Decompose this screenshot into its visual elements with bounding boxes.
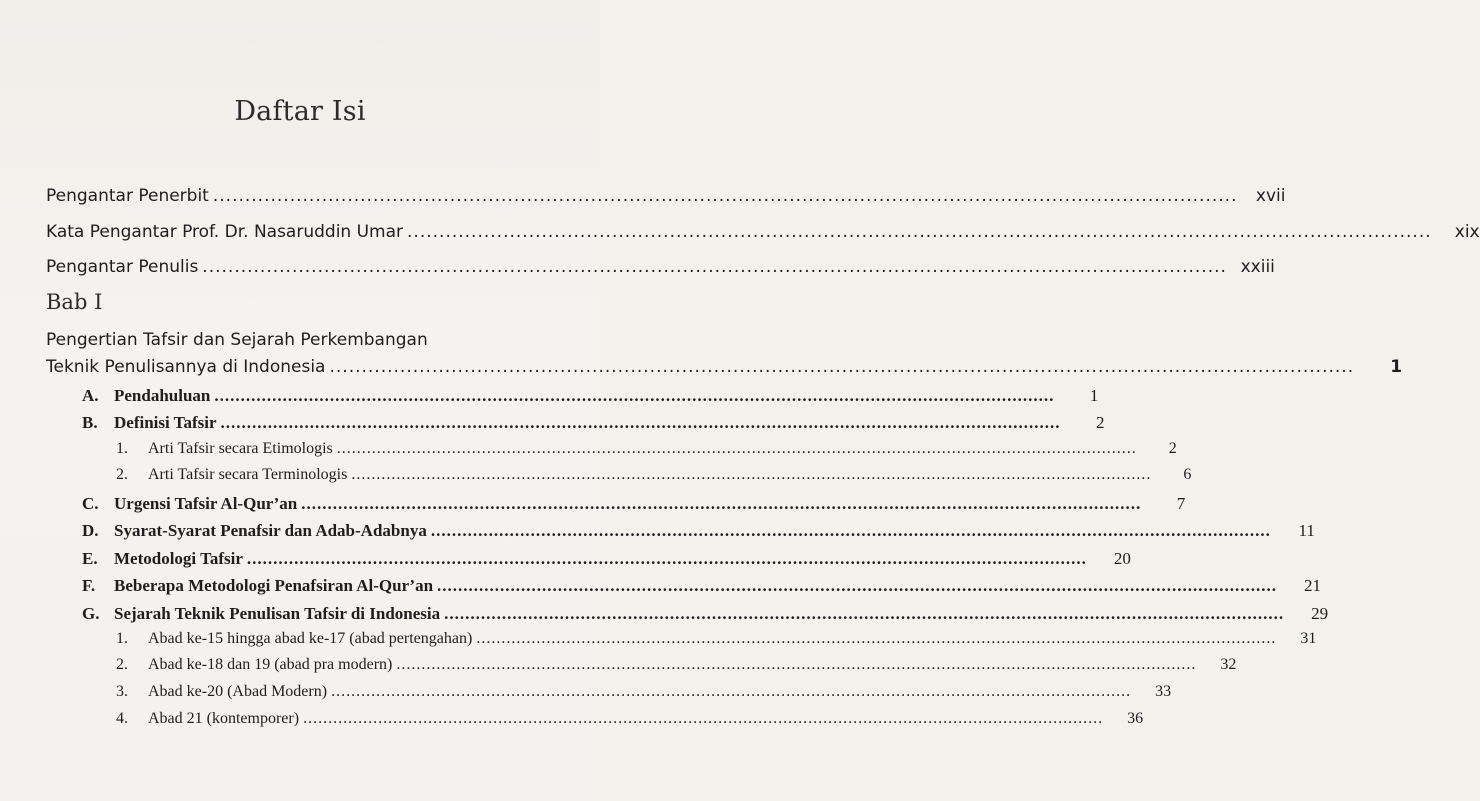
toc-entry-chapter-1[interactable] — [46, 357, 1403, 377]
subsection-label: Abad ke-15 hingga abad ke-17 (abad pertengahan) — [148, 630, 473, 647]
dot-leader: ................................................................................................................................................................ — [476, 630, 1277, 647]
toc-subsection-g4[interactable] — [116, 710, 1144, 728]
toc-section-g[interactable] — [82, 604, 1329, 624]
toc-subsection-b2[interactable] — [116, 466, 1192, 484]
toc-entry-label: Pengantar Penerbit — [46, 186, 209, 206]
subsection-marker: 2. — [116, 656, 128, 673]
chapter-heading: Bab I — [46, 290, 103, 314]
toc-entry-label: Pengantar Penulis — [46, 257, 199, 277]
page-title: Daftar Isi — [234, 96, 366, 127]
dot-leader: ................................................................................................................................................................ — [444, 604, 1285, 623]
dot-leader: ................................................................................................................................................................ — [220, 413, 1061, 432]
subsection-page: 36 — [1127, 710, 1144, 727]
toc-entry-page: xxiii — [1240, 257, 1275, 277]
toc-section-d[interactable] — [82, 521, 1315, 541]
section-page: 20 — [1113, 549, 1131, 568]
toc-entry-page: xvii — [1255, 186, 1286, 206]
section-page: 29 — [1311, 604, 1329, 623]
dot-leader: ................................................................................................................................................................ — [246, 549, 1087, 568]
section-label: Sejarah Teknik Penulisan Tafsir di Indonesia — [114, 604, 441, 623]
subsection-label: Abad ke-20 (Abad Modern) — [148, 683, 328, 700]
toc-entry-kata-pengantar[interactable] — [46, 222, 1480, 242]
section-label: Definisi Tafsir — [114, 413, 217, 432]
subsection-page: 31 — [1300, 630, 1317, 647]
chapter-title-line2: Teknik Penulisannya di Indonesia — [46, 357, 326, 377]
chapter-title-line1: Pengertian Tafsir dan Sejarah Perkembangan — [46, 330, 428, 350]
section-page: 7 — [1176, 494, 1186, 513]
dot-leader: ................................................................................................................................................................ — [301, 494, 1142, 513]
toc-subsection-g1[interactable] — [116, 630, 1317, 648]
subsection-page: 6 — [1183, 466, 1192, 483]
dot-leader: ................................................................................................................................................................ — [396, 656, 1197, 673]
dot-leader: ................................................................................................................................................................ — [212, 186, 1238, 206]
section-page: 11 — [1298, 521, 1315, 540]
subsection-marker: 1. — [116, 630, 128, 647]
section-marker: B. — [82, 413, 98, 432]
toc-section-f[interactable] — [82, 576, 1322, 596]
section-label: Pendahuluan — [114, 386, 211, 405]
dot-leader: ................................................................................................................................................................ — [336, 440, 1137, 457]
subsection-label: Arti Tafsir secara Etimologis — [148, 440, 333, 457]
subsection-marker: 3. — [116, 683, 128, 700]
subsection-page: 32 — [1220, 656, 1237, 673]
section-marker: G. — [82, 604, 100, 623]
dot-leader: ................................................................................................................................................................ — [331, 683, 1132, 700]
toc-entry-pengantar-penulis[interactable] — [46, 257, 1275, 277]
section-marker: D. — [82, 521, 99, 540]
dot-leader: ................................................................................................................................................................ — [437, 576, 1278, 595]
subsection-page: 2 — [1168, 440, 1177, 457]
dot-leader: ................................................................................................................................................................ — [303, 710, 1104, 727]
section-label: Syarat-Syarat Penafsir dan Adab-Adabnya — [114, 521, 427, 540]
toc-entry-label: Kata Pengantar Prof. Dr. Nasaruddin Umar — [46, 222, 404, 242]
toc-section-c[interactable] — [82, 494, 1186, 514]
section-page: 21 — [1304, 576, 1322, 595]
toc-entry-pengantar-penerbit[interactable] — [46, 186, 1286, 206]
section-marker: C. — [82, 494, 99, 513]
toc-subsection-g3[interactable] — [116, 683, 1172, 701]
section-marker: A. — [82, 386, 99, 405]
section-page: 2 — [1096, 413, 1105, 432]
dot-leader: ................................................................................................................................................................ — [430, 521, 1271, 540]
toc-section-a[interactable] — [82, 386, 1099, 406]
toc-section-b[interactable] — [82, 413, 1105, 433]
subsection-marker: 2. — [116, 466, 128, 483]
subsection-label: Abad ke-18 dan 19 (abad pra modern) — [148, 656, 393, 673]
dot-leader: ................................................................................................................................................................ — [214, 386, 1055, 405]
subsection-marker: 4. — [116, 710, 128, 727]
dot-leader: ................................................................................................................................................................ — [407, 222, 1432, 242]
section-marker: E. — [82, 549, 98, 568]
subsection-page: 33 — [1155, 683, 1172, 700]
section-label: Beberapa Metodologi Penafsiran Al-Qur’an — [114, 576, 434, 595]
subsection-marker: 1. — [116, 440, 128, 457]
toc-subsection-g2[interactable] — [116, 656, 1237, 674]
section-page: 1 — [1089, 386, 1099, 405]
toc-subsection-b1[interactable] — [116, 440, 1177, 458]
toc-entry-page: 1 — [1390, 357, 1403, 377]
dot-leader: ................................................................................................................................................................ — [202, 257, 1227, 277]
section-marker: F. — [82, 576, 96, 595]
dot-leader: ................................................................................................................................................................ — [329, 357, 1355, 377]
section-label: Metodologi Tafsir — [114, 549, 243, 568]
dot-leader: ................................................................................................................................................................ — [351, 466, 1152, 483]
section-label: Urgensi Tafsir Al-Qur’an — [114, 494, 298, 513]
subsection-label: Abad 21 (kontemporer) — [148, 710, 300, 727]
subsection-label: Arti Tafsir secara Terminologis — [148, 466, 348, 483]
toc-entry-page: xix — [1454, 222, 1480, 242]
toc-section-e[interactable] — [82, 549, 1131, 569]
